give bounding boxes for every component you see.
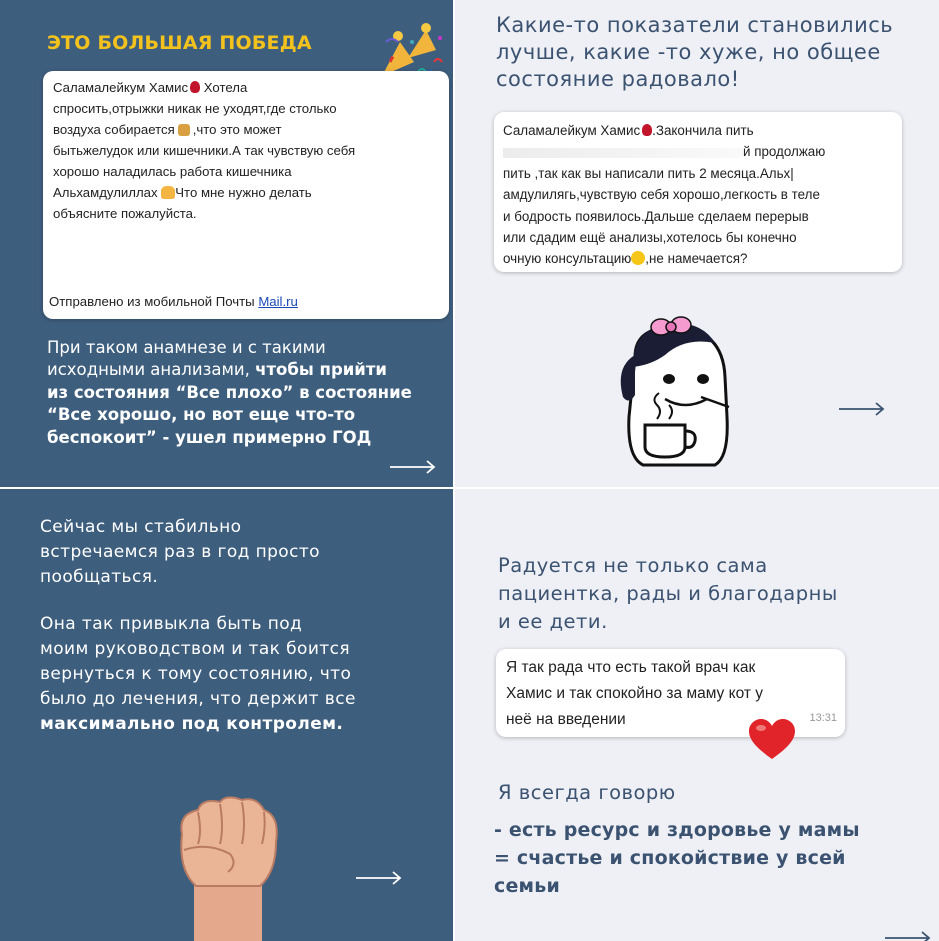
message-line: Саламалейкум Хамис bbox=[503, 123, 641, 138]
message-line: Саламалейкум Хамис bbox=[53, 80, 189, 95]
mail-footer bbox=[49, 291, 298, 312]
text-line: Сейчас мы стабильно bbox=[40, 517, 242, 537]
praying-hands-icon bbox=[161, 186, 175, 199]
message-line: й продолжаю bbox=[743, 144, 826, 160]
message-line: бытьжелудок или кишечники.А так чувствую себя bbox=[53, 143, 356, 158]
text-line: Она так привыкла быть под bbox=[40, 614, 303, 634]
slide-progress bbox=[455, 0, 939, 487]
message-line: .Закончила пить bbox=[652, 123, 754, 138]
text-line: При таком анамнезе и с такими bbox=[47, 338, 326, 357]
paragraph-2 bbox=[40, 612, 356, 737]
message-line: пить ,так как вы написали пить 2 месяца.Альх| bbox=[503, 165, 794, 181]
message-time: 13:31 bbox=[809, 712, 837, 724]
message-card bbox=[43, 71, 449, 319]
story-text bbox=[47, 337, 412, 449]
saying: Я всегда говорю bbox=[498, 781, 676, 804]
message-line: очную консультацию bbox=[503, 251, 632, 267]
headline-line: Радуется не только сама bbox=[498, 554, 768, 577]
arrow-right-icon[interactable] bbox=[885, 931, 931, 941]
conclusion bbox=[494, 816, 860, 900]
text-line-bold: = счастье и спокойствие у всей bbox=[494, 847, 846, 869]
slide-stable bbox=[0, 489, 453, 941]
person-icon bbox=[178, 124, 190, 136]
message-line: Хотела bbox=[203, 80, 248, 95]
arrow-right-icon[interactable] bbox=[356, 871, 402, 885]
paragraph-1 bbox=[40, 515, 320, 590]
hidden-text bbox=[503, 148, 743, 158]
headline-line: пациентка, рады и благодарны bbox=[498, 582, 838, 605]
message-line: Хамис и так спокойно за маму кот у bbox=[506, 685, 763, 702]
footer-text: Отправлено из мобильной Почты bbox=[49, 294, 259, 309]
message-line: амдулилягь,чувствую себя хорошо,легкость в теле bbox=[503, 187, 820, 203]
headline bbox=[496, 12, 893, 93]
message-line: объясните пожалуйста. bbox=[53, 206, 197, 221]
headline-line: и ее дети. bbox=[498, 610, 608, 633]
message-line: Что мне нужно делать bbox=[175, 185, 312, 200]
arrow-right-icon[interactable] bbox=[839, 402, 885, 416]
rose-icon bbox=[190, 81, 200, 93]
girl-coffee-illustration bbox=[605, 307, 755, 467]
message-line: спросить,отрыжки никак не уходят,где столько bbox=[53, 101, 337, 116]
rose-icon bbox=[642, 124, 652, 136]
message-line: неё на введении bbox=[506, 711, 626, 728]
headline-line: лучше, какие -то хуже, но общее bbox=[496, 40, 881, 64]
text-line: было до лечения, что держит все bbox=[40, 689, 356, 709]
text-line-bold: максимально под контролем. bbox=[40, 714, 344, 734]
text-line: исходными анализами, bbox=[47, 360, 256, 380]
slide-victory bbox=[0, 0, 453, 487]
text-line-bold: семьи bbox=[494, 875, 561, 897]
text-line-bold: беспокоит” - ушел примерно ГОД bbox=[47, 427, 372, 447]
mail-link[interactable]: Mail.ru bbox=[258, 294, 298, 309]
message-line: воздуха собирается bbox=[53, 122, 175, 137]
message-line: хорошо наладилась работа кишечника bbox=[53, 164, 292, 179]
headline-line: Какие-то показатели становились bbox=[496, 13, 894, 37]
fist-illustration bbox=[168, 794, 286, 941]
message-line: Я так рада что есть такой врач как bbox=[506, 659, 756, 676]
headline bbox=[498, 552, 838, 636]
headline: ЭТО БОЛЬШАЯ ПОБЕДА bbox=[47, 32, 312, 54]
text-line-bold: “Все хорошо, но вот еще что-то bbox=[47, 405, 356, 425]
headline-line: состояние радовало! bbox=[496, 67, 740, 91]
text-line-bold: из состояния “Все плохо” в состояние bbox=[47, 382, 412, 402]
text-line-bold: - есть ресурс и здоровье у мамы bbox=[494, 819, 860, 841]
text-line: моим руководством и так боится bbox=[40, 639, 350, 659]
text-line: вернуться к тому состоянию, что bbox=[40, 664, 352, 684]
text-line: пообщаться. bbox=[40, 567, 159, 587]
message-line: ,что это может bbox=[192, 122, 282, 137]
text-line: встречаемся раз в год просто bbox=[40, 542, 320, 562]
smiley-icon bbox=[631, 251, 645, 265]
message-line: или сдадим ещё анализы,хотелось бы конечно bbox=[503, 230, 797, 246]
message-line: и бодрость появилось.Дальше сделаем перерыв bbox=[503, 208, 809, 224]
arrow-right-icon[interactable] bbox=[390, 460, 436, 474]
text-line-bold: чтобы прийти bbox=[255, 360, 387, 380]
message-card bbox=[494, 112, 902, 272]
slide-family bbox=[455, 489, 939, 941]
message-line: Альхамдулиллах bbox=[53, 185, 158, 200]
heart-icon bbox=[749, 719, 795, 761]
message-line: ,не намечается? bbox=[645, 251, 748, 267]
